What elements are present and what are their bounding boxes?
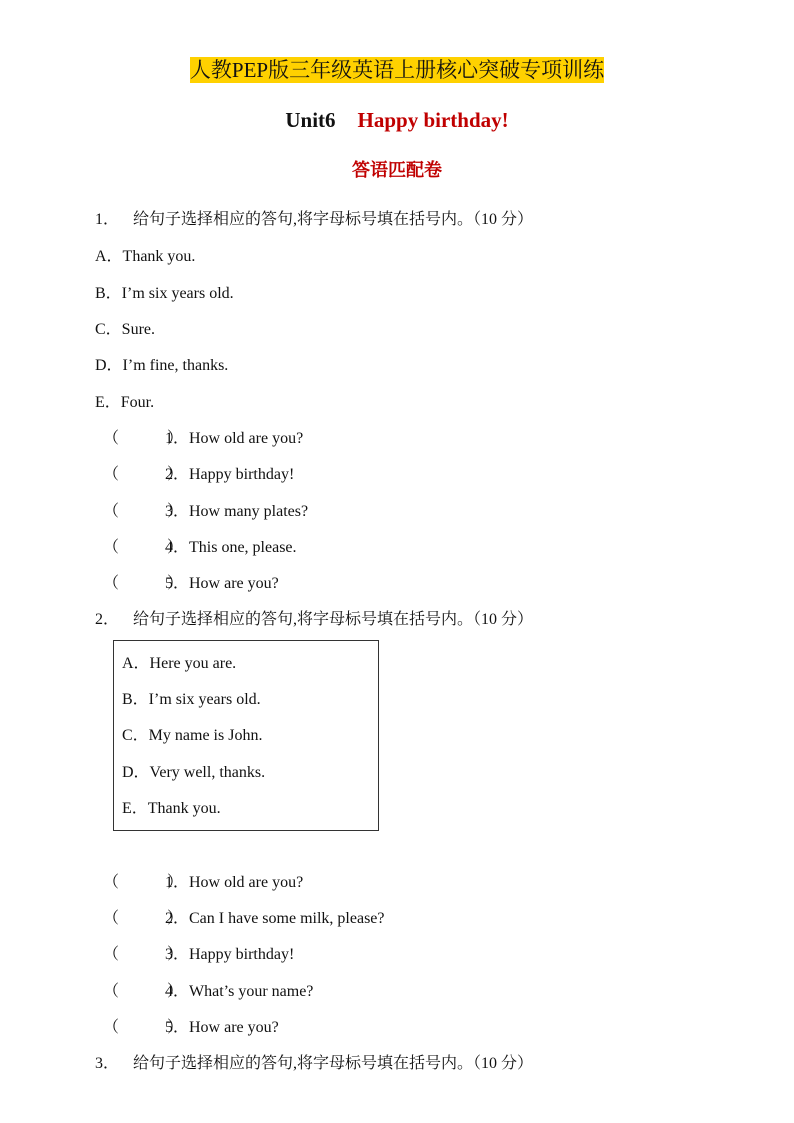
question-text: 1．How old are you?: [165, 430, 304, 447]
section-2-option-d: D．Very well, thanks.: [122, 764, 266, 781]
unit-theme: Happy birthday!: [357, 108, 509, 132]
question-text: 2．Can I have some milk, please?: [165, 910, 385, 927]
section-1-option-d: D．I’m fine, thanks.: [95, 357, 229, 374]
section-3-heading: [95, 1050, 533, 1073]
question-text: 5．How are you?: [165, 575, 279, 592]
answer-blank[interactable]: （ ）: [103, 430, 184, 447]
question-text: 3．How many plates?: [165, 503, 309, 520]
question-text: 5．How are you?: [165, 1019, 279, 1036]
unit-heading: [0, 108, 794, 133]
answer-blank[interactable]: （ ）: [103, 539, 184, 556]
section-1-heading: [95, 206, 533, 229]
answer-blank[interactable]: （ ）: [103, 575, 184, 592]
section-2-instruction: 给句子选择相应的答句,将字母标号填在括号内。（10 分）: [133, 611, 534, 628]
answer-blank[interactable]: （ ）: [103, 1019, 184, 1036]
answer-blank[interactable]: （ ）: [103, 910, 184, 927]
question-text: 2．Happy birthday!: [165, 466, 295, 483]
section-1-question-1: [103, 425, 303, 448]
question-text: 1．How old are you?: [165, 874, 304, 891]
section-3-instruction: 给句子选择相应的答句,将字母标号填在括号内。（10 分）: [133, 1055, 534, 1072]
section-2-number: 2．: [95, 611, 120, 628]
answer-blank[interactable]: （ ）: [103, 874, 184, 891]
section-2-option-c: C．My name is John.: [122, 727, 263, 744]
section-2-question-3: [103, 941, 294, 964]
section-2-question-4: [103, 978, 313, 1001]
section-2-option-a: A．Here you are.: [122, 655, 237, 672]
section-1-question-2: [103, 461, 294, 484]
section-1-option-e: E．Four.: [95, 394, 155, 411]
worksheet-title-text: 人教PEP版三年级英语上册核心突破专项训练: [189, 58, 605, 82]
section-2-option-e: E．Thank you.: [122, 800, 221, 817]
section-2-question-5: [103, 1014, 279, 1037]
section-1-question-5: [103, 570, 279, 593]
section-1-instruction: 给句子选择相应的答句,将字母标号填在括号内。（10 分）: [133, 211, 534, 228]
section-2-question-2: [103, 905, 385, 928]
answer-blank[interactable]: （ ）: [103, 946, 184, 963]
section-1-option-a: A．Thank you.: [95, 248, 196, 265]
worksheet-subtitle: 答语匹配卷: [352, 160, 442, 181]
question-text: 4．What’s your name?: [165, 983, 314, 1000]
worksheet-title: [0, 54, 794, 87]
answer-blank[interactable]: （ ）: [103, 983, 184, 1000]
section-2-question-1: [103, 869, 303, 892]
question-text: 4．This one, please.: [165, 539, 297, 556]
answer-blank[interactable]: （ ）: [103, 503, 184, 520]
section-1-number: 1．: [95, 211, 120, 228]
section-2-heading: [95, 606, 533, 629]
section-1-question-4: [103, 534, 297, 557]
section-1-question-3: [103, 498, 308, 521]
question-text: 3．Happy birthday!: [165, 946, 295, 963]
section-1-option-b: B．I’m six years old.: [95, 285, 234, 302]
section-2-option-b: B．I’m six years old.: [122, 691, 261, 708]
section-2-option-box: [113, 640, 379, 831]
section-1-option-c: C．Sure.: [95, 321, 156, 338]
answer-blank[interactable]: （ ）: [103, 466, 184, 483]
section-3-number: 3．: [95, 1055, 120, 1072]
unit-number: Unit6: [285, 108, 336, 132]
